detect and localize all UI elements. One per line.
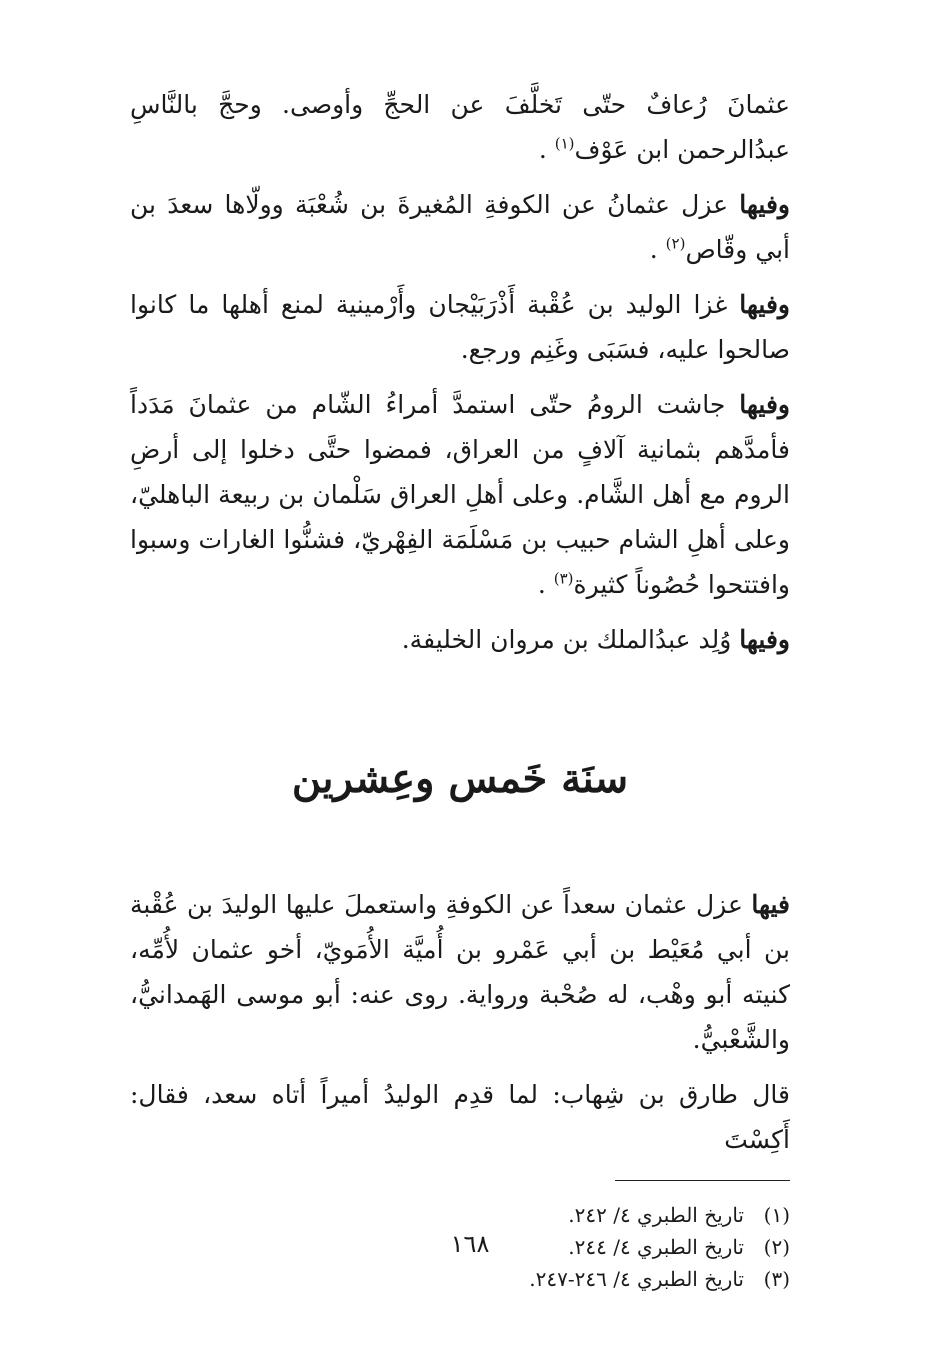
footnote-text: تاريخ الطبري ٤/ ٢٤٦-٢٤٧. [529, 1267, 744, 1291]
paragraph-7 [130, 1072, 790, 1162]
paragraph-6 [130, 882, 790, 1062]
footnote-number: (٢) [763, 1235, 790, 1259]
paragraph-1 [130, 82, 790, 172]
paragraph-5 [130, 617, 790, 662]
paragraph-tail: . [538, 135, 555, 164]
footnote-divider [615, 1180, 790, 1181]
footnote-number: (١) [763, 1203, 790, 1227]
paragraph-4 [130, 382, 790, 607]
paragraph-text: عزل عثمانُ عن الكوفةِ المُغيرةَ بن شُعْبَة وولّاها سعدَ بن أبي وقّاص [130, 190, 790, 264]
footnote-text: تاريخ الطبري ٤/ ٢٤٢. [568, 1203, 744, 1227]
footnote-item [130, 1199, 790, 1231]
paragraph-text: جاشت الرومُ حتّى استمدَّ أمراءُ الشّام من عثمانَ مَدَداً فأمدَّهم بثمانية آلافٍ من العراق، فمضوا حتَّى دخلوا إلى أرضِ الروم مع أهل الشَّام. وعلى أهلِ العراق سَلْمان بن ربيعة الباهليّ، وعلى أهلِ الشام حبيب بن مَسْلَمَة الفِهْريّ، فشنُّوا الغارات وسبوا وافتتحوا حُصُوناً كثيرة [130, 390, 790, 599]
footnote-ref[interactable]: (٣) [553, 569, 574, 588]
paragraph-text: عثمانَ رُعافٌ حتّى تَخلَّفَ عن الحجِّ وأوصى. وحجَّ بالنَّاسِ عبدُالرحمن ابن عَوْف [130, 90, 790, 164]
paragraph-text: قال طارق بن شِهاب: لما قدِم الوليدُ أميراً أتاه سعد، فقال: أَكِسْتَ [130, 1080, 790, 1154]
section-heading: سنَة خَمس وعِشرين [291, 755, 629, 802]
paragraph-tail: . [537, 570, 554, 599]
footnote-ref[interactable]: (٢) [665, 234, 686, 253]
paragraph-lead: وفيها [739, 190, 790, 219]
paragraph-text: وُلِد عبدُالملك بن مروان الخليفة. [401, 625, 740, 654]
paragraph-2 [130, 182, 790, 272]
paragraph-lead: فيها [751, 890, 790, 919]
page-number: ١٦٨ [450, 1230, 490, 1258]
paragraph-tail: . [649, 235, 666, 264]
footnote-ref[interactable]: (١) [554, 134, 575, 153]
footnote-text: تاريخ الطبري ٤/ ٢٤٤. [568, 1235, 744, 1259]
page-body [130, 82, 790, 1295]
paragraph-text: غزا الوليد بن عُقْبة أَذْرَبَيْجان وأَرْمينية لمنع أهلها ما كانوا صالحوا عليه، فسَبَى وغَنِم ورجع. [130, 290, 790, 364]
footnote-number: (٣) [763, 1267, 790, 1291]
paragraph-3 [130, 282, 790, 372]
paragraph-lead: وفيها [739, 625, 790, 654]
paragraph-lead: وفيها [739, 290, 790, 319]
footnote-item [130, 1263, 790, 1295]
paragraph-lead: وفيها [739, 390, 790, 419]
paragraph-text: عزل عثمان سعداً عن الكوفةِ واستعملَ عليها الوليدَ بن عُقْبة بن أبي مُعَيْط بن أبي عَمْرو بن أُميَّة الأُمَويّ، أخو عثمان لأُمِّه، كنيته أبو وهْب، له صُحْبة ورواية. روى عنه: أبو موسى الهَمدانيُّ، والشَّعْبيُّ. [130, 890, 790, 1054]
